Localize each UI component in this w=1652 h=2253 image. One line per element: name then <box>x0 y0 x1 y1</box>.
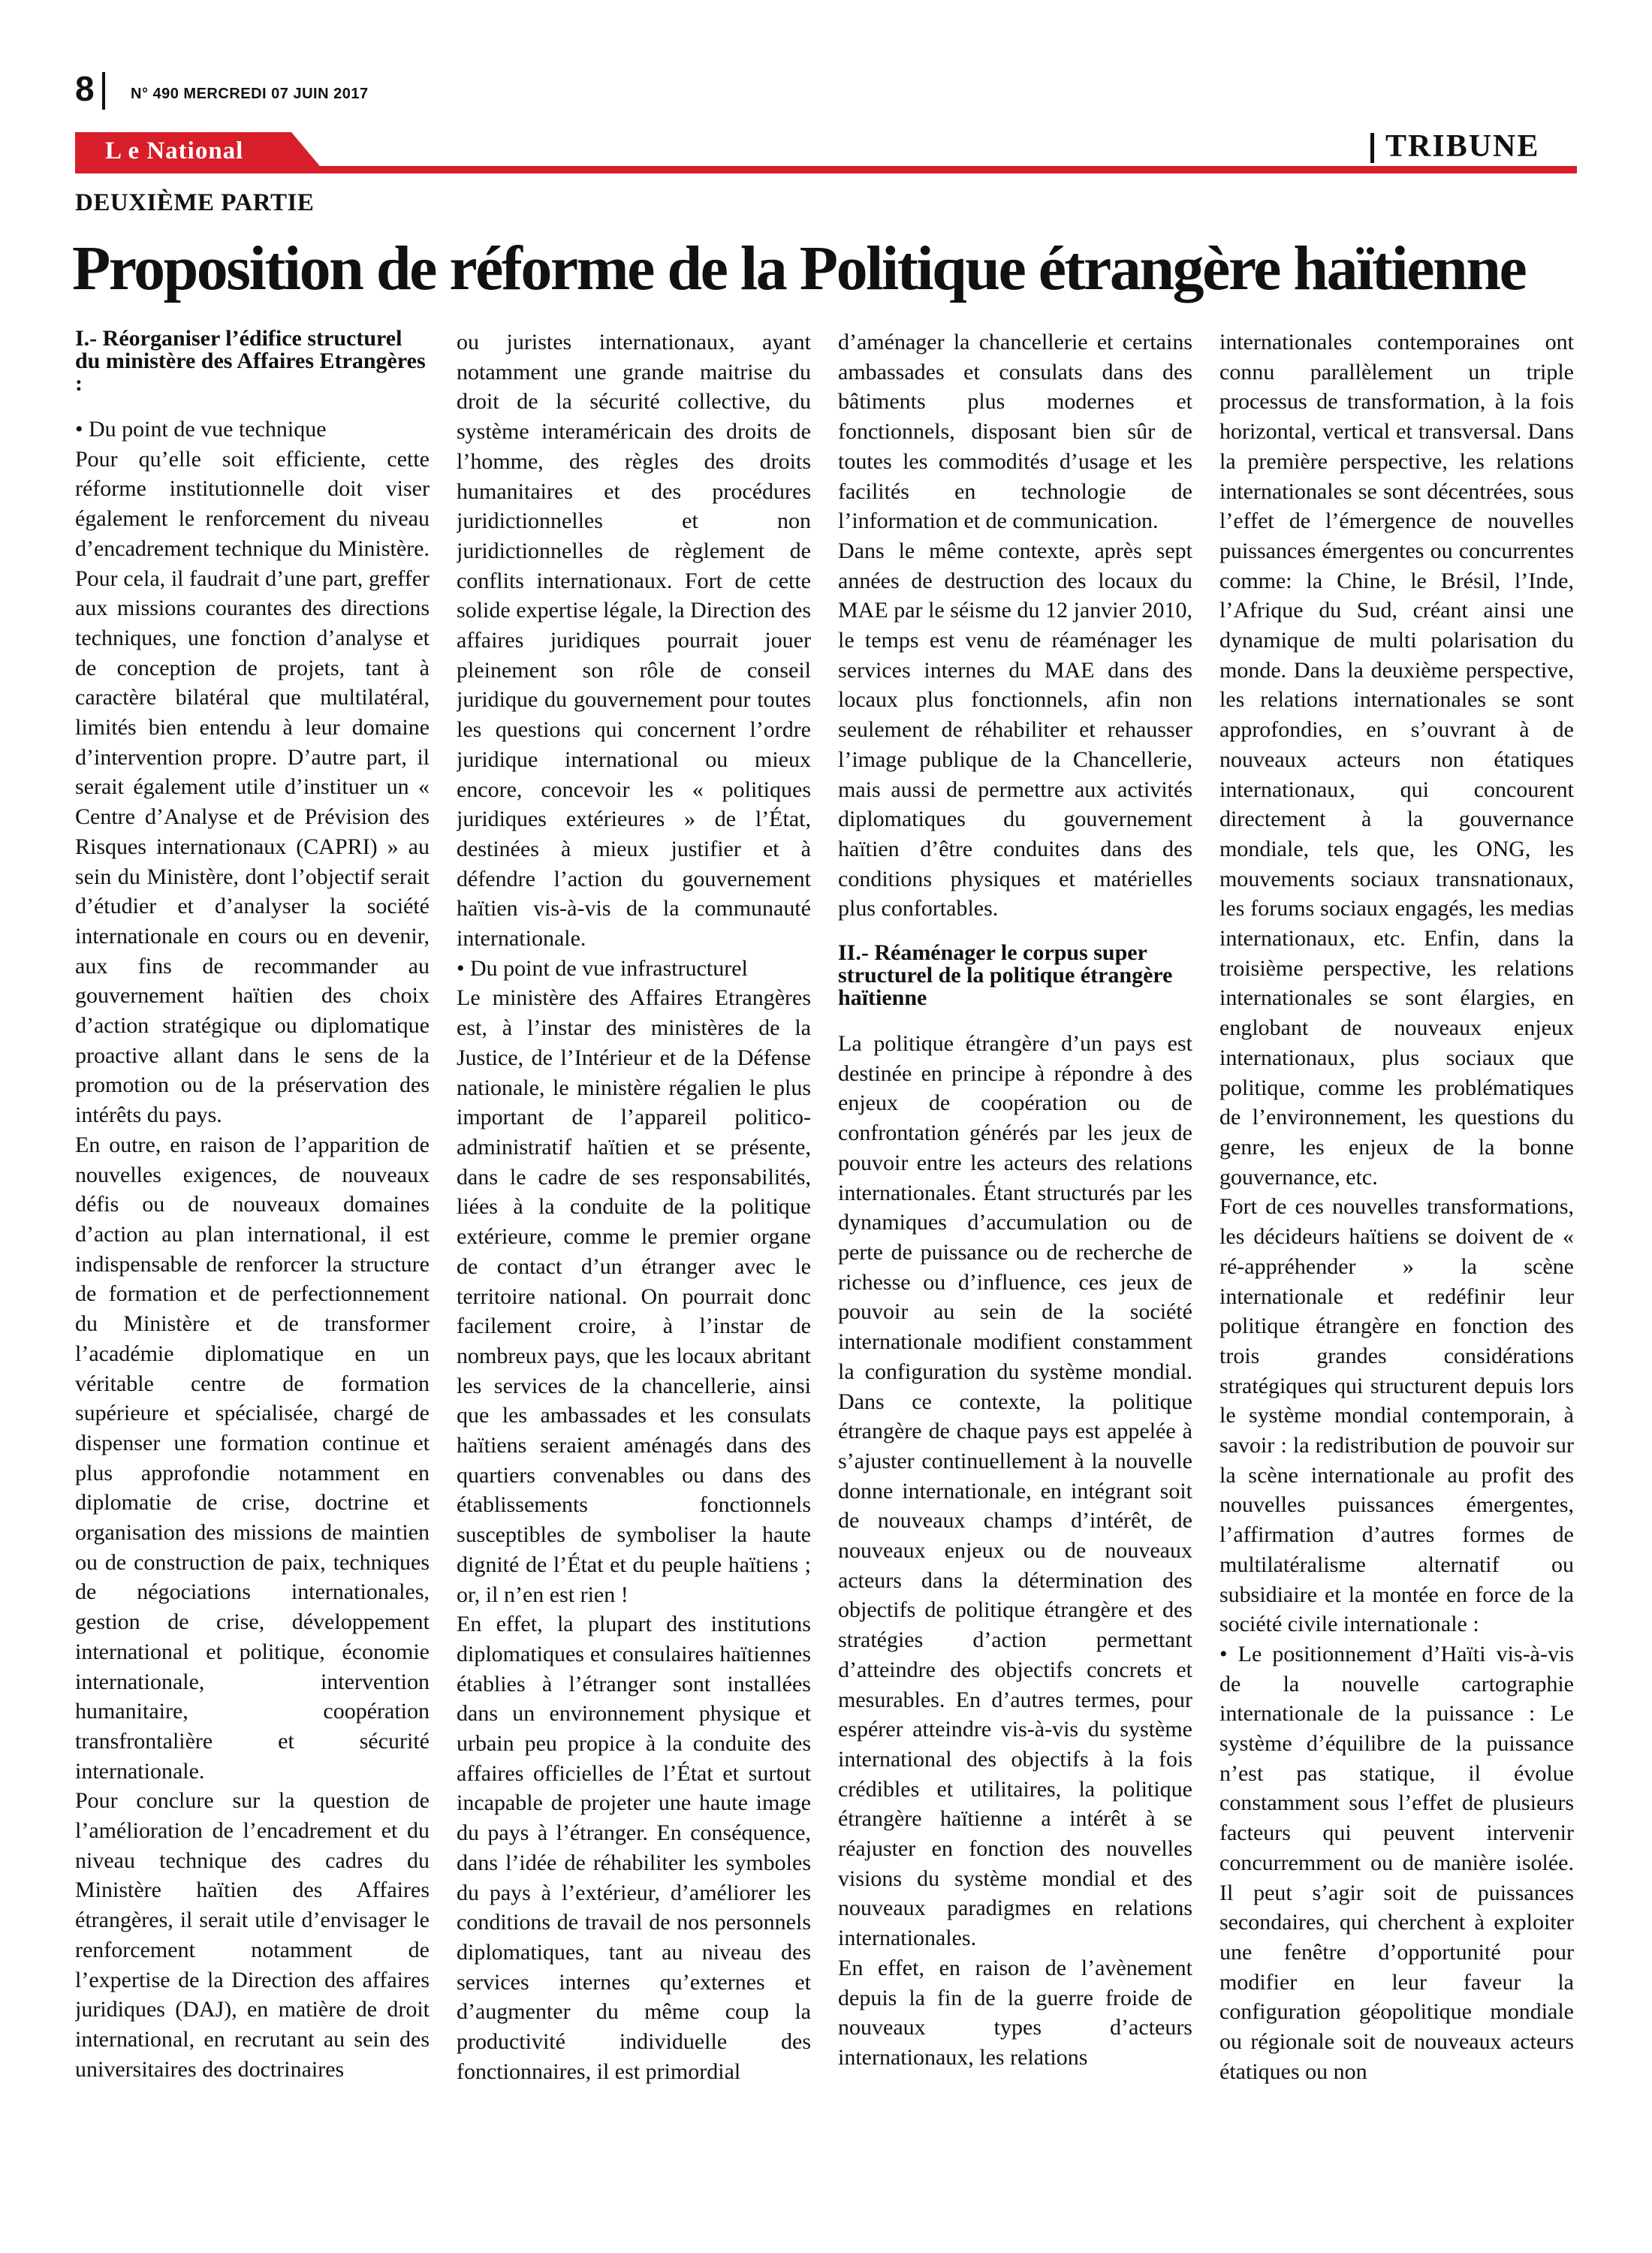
paragraph: En outre, en raison de l’apparition de nouvelles exigences, de nouveaux défis ou de nouveaux domaines d’action au plan international, il est indispensable de renforcer la structure de formation et de perfectionnement du Ministère et de transformer l’académie diplomatique en un véritable centre de formation supérieure et spécialisée, chargé de dispenser une formation continue et plus approfondie notamment en diplomatie de crise, doctrine et organisation des missions de maintien ou de construction de paix, techniques de négociations internationales, gestion de crise, développement international et politique, économie internationale, intervention humanitaire, coopération transfrontalière et sécurité internationale. <box>75 1132 430 1784</box>
paragraph: Le ministère des Affaires Etrangères est, à l’instar des ministères de la Justice, de l’Intérieur et de la Défense nationale, le ministère régalien le plus important de l’appareil politico-administratif haïtien et se présente, dans le cadre de ses responsabilités, liées à la conduite de la politique extérieure, comme le premier organe de contact d’un étranger avec le territoire national. On pourrait donc facilement croire, à l’instar de nombreux pays, que les locaux abritant les services de la chancellerie, ainsi que les ambassades et les consulats haïtiens seraient aménagés dans des quartiers convenables ou dans des établissements fonctionnels susceptibles de symboliser la haute dignité de l’État et du peuple haïtiens ; or, il n’en est rien ! <box>457 985 811 1607</box>
header-divider <box>102 72 105 110</box>
paragraph: En effet, la plupart des institutions diplomatiques et consulaires haïtiennes établies à l’étranger sont installées dans un environnement physique et urbain peu propice à la conduite des affaires officielles de l’État et surtout incapable de projeter une haute image du pays à l’étranger. En conséquence, dans l’idée de réhabiliter les symboles du pays à l’extérieur, d’améliorer les conditions de travail de nos personnels diplomatiques, tant au niveau des services internes qu’externes et d’augmenter du même coup la productivité individuelle des fonctionnaires, il est primordial <box>457 1612 811 2084</box>
paragraph: Dans le même contexte, après sept années de destruction des locaux du MAE par le séisme du 12 janvier 2010, le temps est venu de réaménager les services internes du MAE dans des locaux plus fonctionnels, afin non seulement de réhabiliter et rehausser l’image publique de la Chancellerie, mais aussi de permettre aux activités diplomatiques du gouvernement haïtien d’être conduites dans des conditions physiques et matérielles plus confortables. <box>838 538 1192 921</box>
paragraph: La politique étrangère d’un pays est destinée en principe à répondre à des enjeux de coopération ou de confrontation générés par les jeux de pouvoir entre les acteurs des relations internationales. Étant structurés par les dynamiques d’accumulation ou de perte de puissance ou de recherche de richesse ou d’influence, ces jeux de pouvoir au sein de la société internationale modifient constamment la configuration du système mondial. Dans ce contexte, la politique étrangère de chaque pays est appelée à s’ajuster continuellement à la nouvelle donne internationale, en intégrant soit de nouveaux champs d’intérêt, de nouveaux enjeux ou de nouveaux acteurs dans la détermination des objectifs de politique étrangère et des stratégies d’action permettant d’atteindre des objectifs concrets et mesurables. En d’autres termes, pour espérer atteindre vis-à-vis du système international des objectifs à la fois crédibles et utilitaires, la politique étrangère haïtienne a intérêt à se réajuster en fonction des nouvelles visions du système mondial et des nouveaux paradigmes en relations internationales. <box>838 1031 1192 1951</box>
article-column-4 <box>1219 327 1574 2160</box>
paragraph: ou juristes internationaux, ayant notamment une grande maitrise du droit de la sécurité collective, du système interaméricain des droits de l’homme, des règles des droits humanitaires et des procédures juridictionnelles et non juridictionnelles de règlement de conflits internationaux. Fort de cette solide expertise légale, la Direction des affaires juridiques pourrait jouer pleinement son rôle de conseil juridique du gouvernement pour toutes les questions qui concernent l’ordre juridique international ou mieux encore, concevoir les « politiques juridiques extérieures » de l’État, destinées à mieux justifier et à défendre l’action du gouvernement haïtien vis-à-vis de la communauté internationale. <box>457 330 811 952</box>
paragraph: Pour qu’elle soit efficiente, cette réforme institutionnelle doit viser également le renforcement du niveau d’encadrement technique du Ministère. Pour cela, il faudrait d’une part, greffer aux missions courantes des directions techniques, une fonction d’analyse et de conception de projets, tant à caractère bilatéral que multilatéral, limités bien entendu à leur domaine d’intervention propre. D’autre part, il serait également utile d’instituer un « Centre d’Analyse et de Prévision des Risques internationaux (CAPRI) » au sein du Ministère, dont l’objectif serait d’étudier et d’analyser la société internationale en cours ou en devenir, aux fins de recommander au gouvernement haïtien des choix d’action stratégique ou diplomatique proactive allant dans le sens de la promotion ou de la préservation des intérêts du pays. <box>75 446 430 1128</box>
article-column-1 <box>75 327 430 2160</box>
section-heading-1: I.- Réorganiser l’édifice structurel du ministère des Affaires Etrangères : <box>75 327 426 396</box>
issue-date: N° 490 MERCREDI 07 JUIN 2017 <box>131 86 369 102</box>
paragraph: • Le positionnement d’Haïti vis-à-vis de la nouvelle cartographie internationale de la puissance : Le système d’équilibre de la puissance n’est pas statique, il évolue constamment sous l’effet de plusieurs facteurs qui peuvent intervenir concurremment ou de manière isolée. Il peut s’agir soit de puissances secondaires, qui cherchent à exploiter une fenêtre d’opportunité pour modifier en leur faveur la configuration géopolitique mondiale ou régionale soit de nouveaux acteurs étatiques ou non <box>1219 1641 1574 2084</box>
section-label: TRIBUNE <box>1385 129 1540 164</box>
brand-banner <box>75 132 323 170</box>
article-column-2 <box>457 327 811 2160</box>
paragraph: • Du point de vue infrastructurel <box>457 955 748 981</box>
section-heading-2: II.- Réaménager le corpus super structurel de la politique étrangère haïtienne <box>838 940 1173 1011</box>
article-title: Proposition de réforme de la Politique étrangère haïtienne <box>72 234 1526 303</box>
paragraph: internationales contemporaines ont connu parallèlement un triple processus de transformation, à la fois horizontal, vertical et transversal. Dans la première perspective, les relations internationales se sont décentrées, sous l’effet de l’émergence de nouvelles puissances émergentes ou concurrentes comme: la Chine, le Brésil, l’Inde, l’Afrique du Sud, créant ainsi une dynamique de multi polarisation du monde. Dans la deuxième perspective, les relations internationales se sont approfondies, en s’ouvrant à de nouveaux acteurs non étatiques internationaux, qui concourent directement à la gouvernance mondiale, tels que, les ONG, les mouvements sociaux transnationaux, les forums sociaux engagés, les medias internationaux, etc. Enfin, dans la troisième perspective, les relations internationales se sont élargies, en englobant de nouveaux enjeux internationaux, plus sociaux que politique, comme les problématiques de l’environnement, les questions du genre, les enjeux de la bonne gouvernance, etc. <box>1219 330 1574 1190</box>
paragraph: • Du point de vue technique <box>75 417 327 442</box>
page-number: 8 <box>75 69 95 108</box>
paragraph: Pour conclure sur la question de l’amélioration de l’encadrement et du niveau technique des cadres du Ministère haïtien des Affaires étrangères, il serait utile d’envisager le renforcement notamment de l’expertise de la Direction des affaires juridiques (DAJ), en matière de droit international, en recrutant au sein des universitaires des doctrinaires <box>75 1788 430 2082</box>
paragraph: d’aménager la chancellerie et certains ambassades et consulats dans des bâtiments plus modernes et fonctionnels, disposant bien sûr de toutes les commodités d’usage et les facilités en technologie de l’information et de communication. <box>838 330 1192 534</box>
paragraph: En effet, en raison de l’avènement depuis la fin de la guerre froide de nouveaux types d’acteurs internationaux, les relations <box>838 1955 1192 2070</box>
brand-name: L e National <box>105 137 244 164</box>
article-kicker: DEUXIÈME PARTIE <box>75 189 315 216</box>
article-column-3 <box>838 327 1192 2160</box>
paragraph: Fort de ces nouvelles transformations, les décideurs haïtiens se doivent de « ré-appréhender » la scène internationale et redéfinir leur politique étrangère en fonction des trois grandes considérations stratégiques qui structurent depuis lors le système mondial contemporain, à savoir : la redistribution de pouvoir sur la scène internationale au profit des nouvelles puissances émergentes, l’affirmation d’autres formes de multilatéralisme alternatif ou subsidiaire et la montée en force de la société civile internationale : <box>1219 1194 1574 1637</box>
section-divider <box>1370 133 1374 163</box>
